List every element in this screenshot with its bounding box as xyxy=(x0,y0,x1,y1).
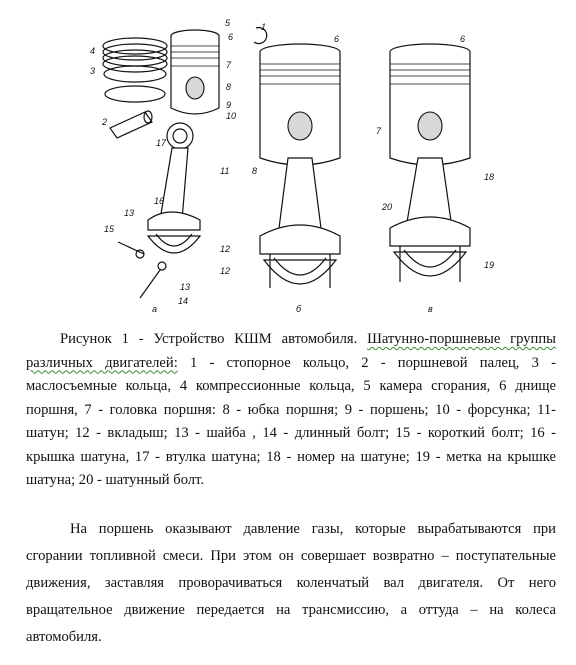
label-20: 20 xyxy=(382,202,393,212)
caption-title: Шатунно-поршневые группы различных двигателей: xyxy=(26,331,556,371)
piston-pin xyxy=(110,111,152,138)
label-8: 8 xyxy=(226,82,232,92)
label-14: 14 xyxy=(178,296,189,306)
label-3: 3 xyxy=(90,66,96,76)
body-paragraph xyxy=(26,516,556,651)
label-2: 2 xyxy=(102,117,108,127)
kshm-figure xyxy=(60,8,560,318)
label-7c: 7 xyxy=(376,126,382,136)
caption-items: 1 - стопорное кольцо, 2 - поршневой палец, 3 - маслосъемные кольца, 4 компрессионные кольца, 5 камера сгорания, 6 днище поршня, 7 - головка поршня: 8 - юбка поршня; 9 - поршень; 10 - форсунка; 11- шатун; 12 - вкладыш; 13 - шайба , 14 - длинный болт; 15 - короткий болт; 16 - крышка шатуна, 17 - втулка шатуна; 18 - номер на шатуне; 19 - метка на крышке шатуна; 20 - шатунный болт. xyxy=(26,354,556,488)
label-17: 17 xyxy=(156,138,167,148)
label-12b: 12 xyxy=(220,244,231,254)
label-7: 7 xyxy=(226,60,232,70)
label-1: 1 xyxy=(261,22,267,32)
label-12: 12 xyxy=(220,266,231,276)
label-6: 6 xyxy=(228,32,234,42)
exploded-piston xyxy=(171,30,219,114)
label-6b: 6 xyxy=(334,34,340,44)
label-b: б xyxy=(296,304,302,314)
body-paragraph-text: На поршень оказывают давление газы, которые вырабатываются при сгорании топливной смеси. При этом он совершает возвратно – поступательные движения, заставляя проворачиваться коленчатый вал двигателя. От него вращательное движение передается на трансмиссию, а оттуда – на колеса автомобиля. xyxy=(26,521,556,645)
label-9: 9 xyxy=(226,100,232,110)
label-6c: 6 xyxy=(460,34,466,44)
label-10: 10 xyxy=(226,111,237,121)
label-13: 13 xyxy=(124,208,135,218)
label-13b: 13 xyxy=(180,282,191,292)
label-a: а xyxy=(152,304,158,314)
label-18: 18 xyxy=(484,172,495,182)
assembled-piston-b xyxy=(260,44,340,288)
piston-assembly-drawing xyxy=(60,8,560,318)
label-15: 15 xyxy=(104,224,115,234)
label-19: 19 xyxy=(484,260,495,270)
label-16: 16 xyxy=(154,196,165,206)
piston-rings xyxy=(103,38,167,102)
label-5: 5 xyxy=(225,18,231,28)
label-8b: 8 xyxy=(252,166,258,176)
label-v: в xyxy=(428,304,433,314)
caption-prefix: Рисунок 1 - Устройство КШМ автомобиля. xyxy=(60,331,358,347)
label-11: 11 xyxy=(220,166,230,176)
assembled-piston-v xyxy=(390,44,470,282)
figure-caption xyxy=(26,328,556,493)
label-4: 4 xyxy=(90,46,96,56)
